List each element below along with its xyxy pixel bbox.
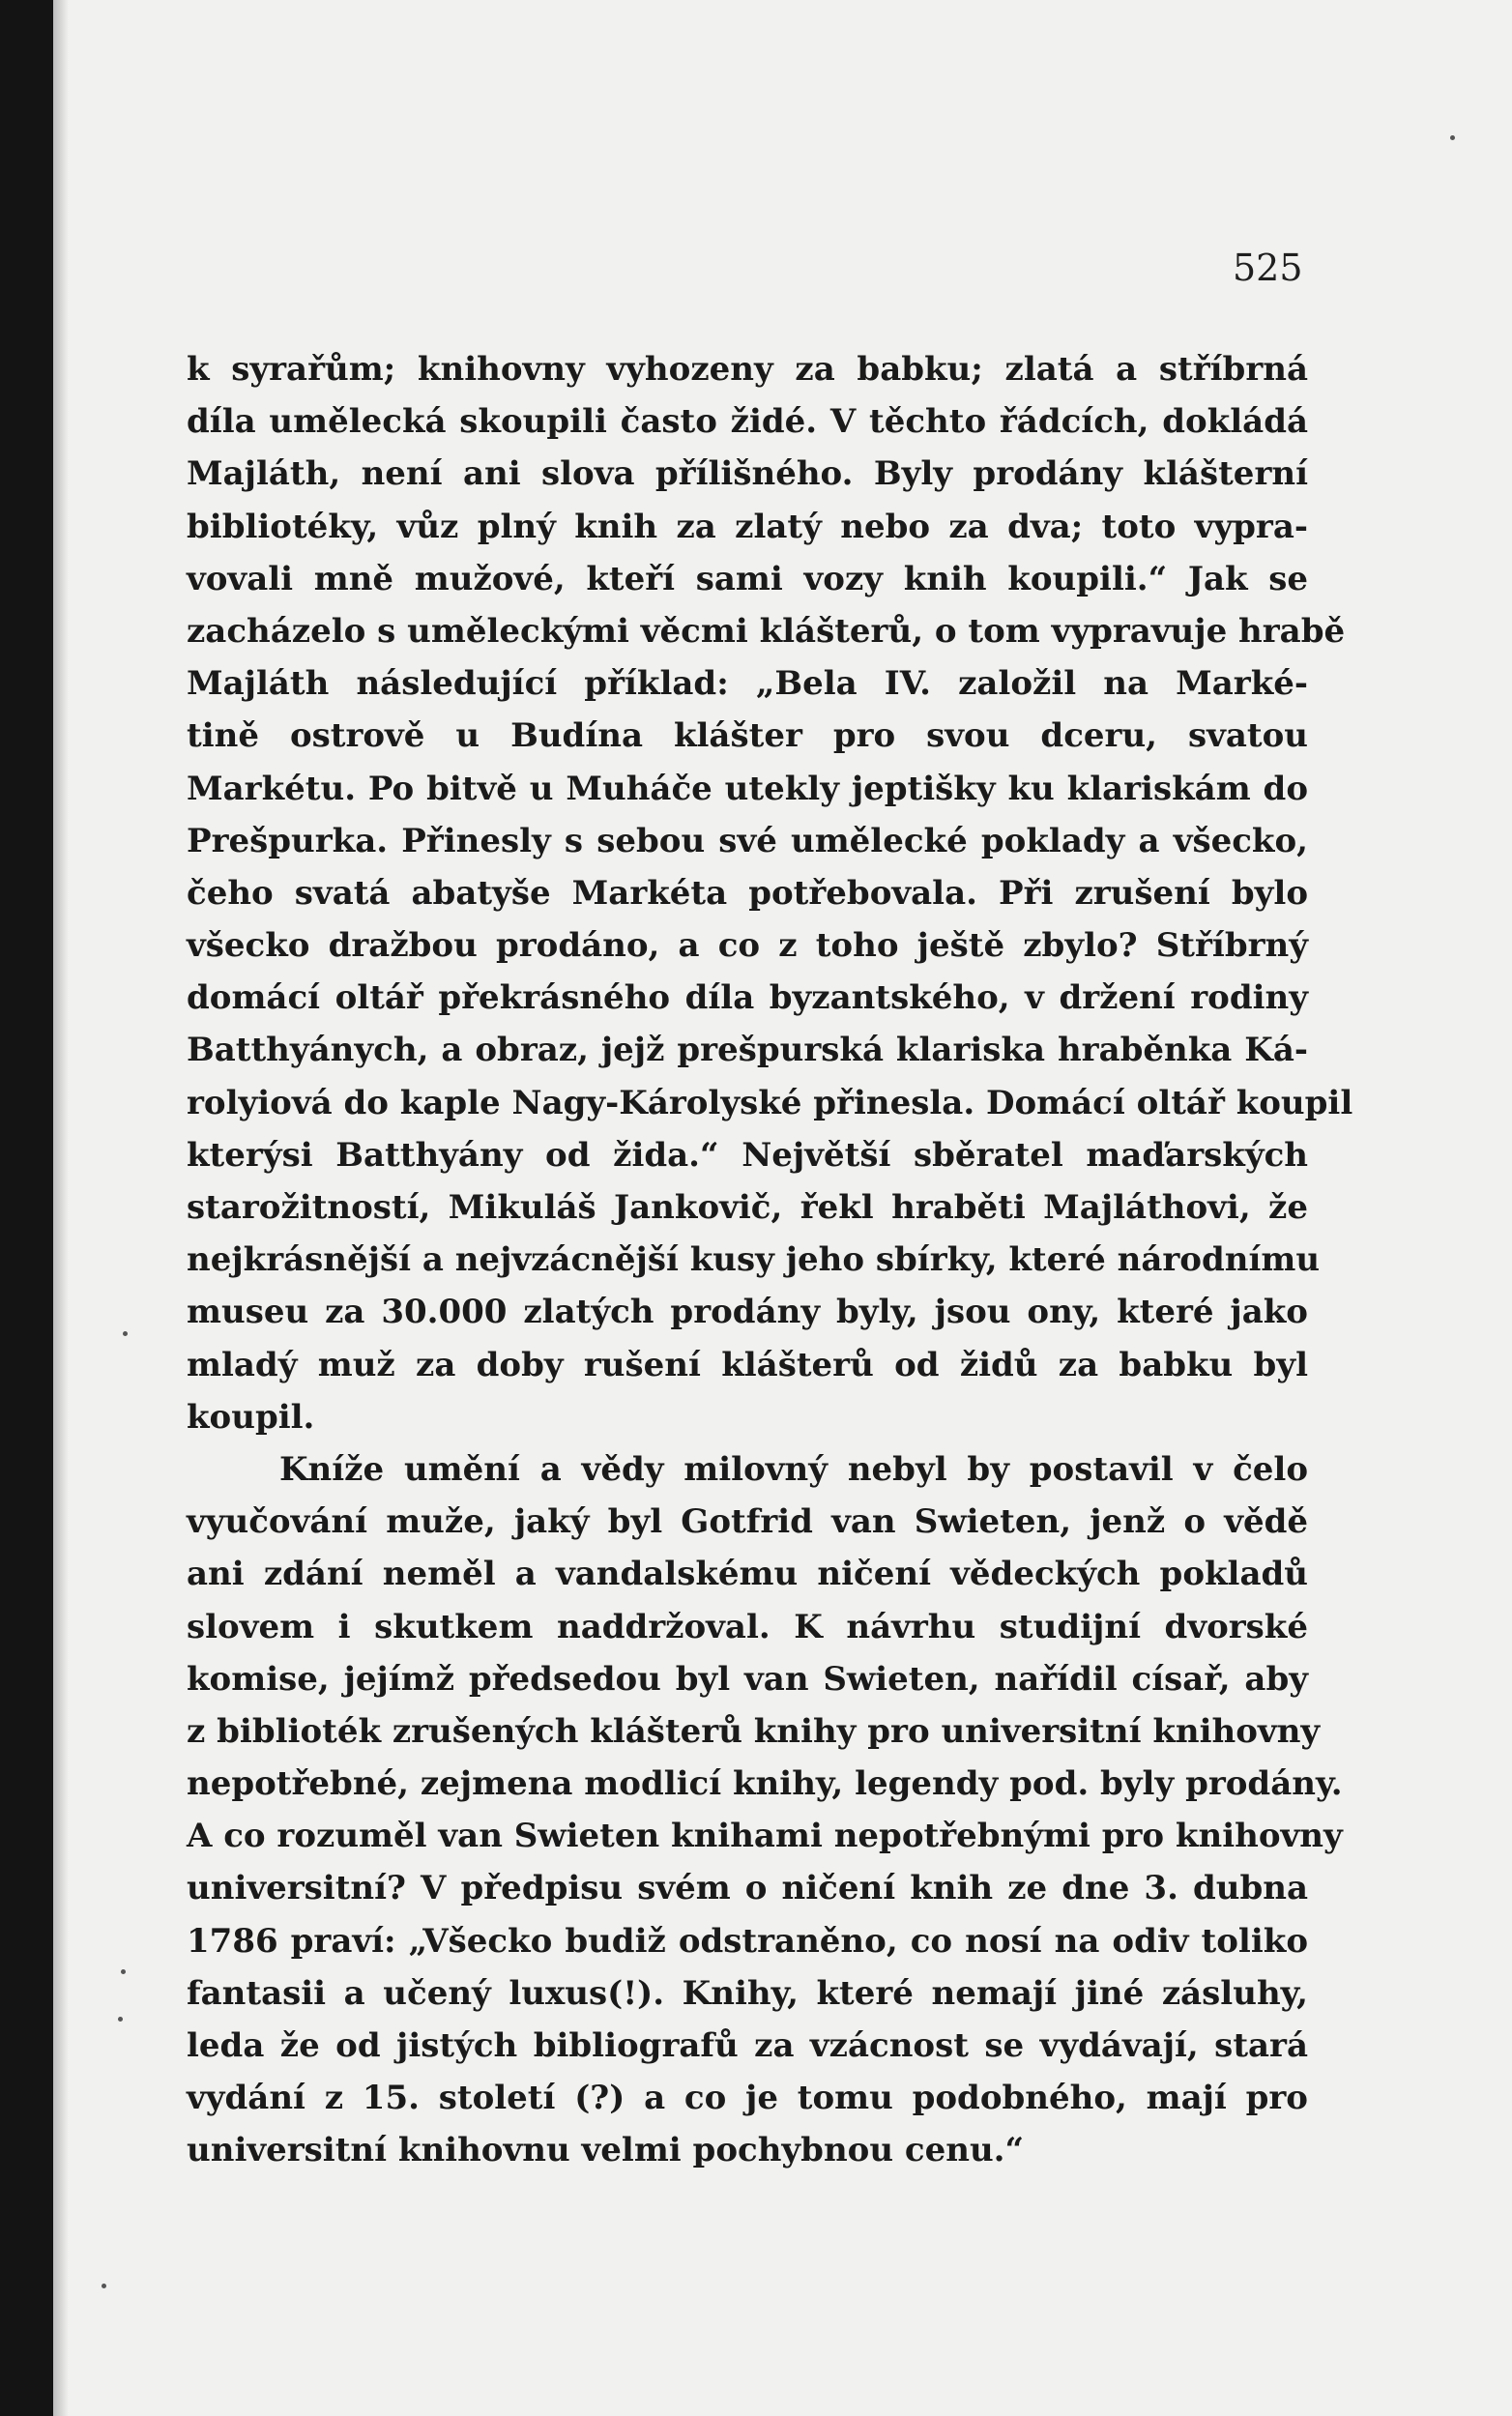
text-line: 1786 praví: „Všecko budiž odstraněno, co nosí na odiv toliko [187,1921,1308,1961]
text-line: slovem i skutkem naddržoval. K návrhu studijní dvorské [187,1607,1308,1646]
text-line: vovali mně mužové, kteří sami vozy knih koupili.“ Jak se [187,559,1308,598]
text-line: mladý muž za doby rušení klášterů od židů za babku byl [187,1345,1308,1384]
text-line: zacházelo s uměleckými věcmi klášterů, o tom vypravuje hrabě [187,611,1346,651]
scan-speck [1450,135,1455,140]
page-number: 525 [1233,247,1303,289]
text-line: domácí oltář překrásného díla byzantského, v držení rodiny [187,978,1308,1018]
text-line: vyučování muže, jaký byl Gotfrid van Swieten, jenž o vědě [187,1502,1308,1542]
text-line: tině ostrově u Budína klášter pro svou dceru, svatou [187,716,1308,756]
text-line: nejkrásnější a nejvzácnější kusy jeho sbírky, které národnímu [187,1240,1321,1280]
text-line: rolyiová do kaple Nagy-Károlyské přinesla. Domácí oltář koupil [187,1083,1353,1122]
text-line: Batthyánych, a obraz, jejž prešpurská klariska hraběnka Ká- [187,1031,1308,1070]
text-line: Prešpurka. Přinesly s sebou své umělecké poklady a všecko, [187,821,1308,860]
text-line: z biblioték zrušených klášterů knihy pro universitní knihovny [187,1711,1321,1751]
text-line: vydání z 15. století (?) a co je tomu podobného, mají pro [187,2079,1308,2118]
text-line: bibliotéky, vůz plný knih za zlatý nebo za dva; toto vypra- [187,507,1308,546]
text-line: Majláth, není ani slova přílišného. Byly prodány klášterní [187,454,1308,494]
scan-speck [123,1331,128,1336]
scan-speck [118,2017,123,2022]
text-line: komise, jejímž předsedou byl van Swieten, nařídil císař, aby [187,1659,1308,1699]
text-line: universitní knihovnu velmi pochybnou cenu.“ [187,2131,1025,2170]
text-line: museu za 30.000 zlatých prodány byly, jsou ony, které jako [187,1293,1308,1332]
scan-speck [102,2284,106,2288]
text-line: díla umělecká skoupili často židé. V těchto řádcích, dokládá [187,402,1308,442]
text-line: A co rozuměl van Swieten knihami nepotřebnými pro knihovny [187,1817,1343,1856]
text-line: universitní? V předpisu svém o ničení knih ze dne 3. dubna [187,1869,1308,1908]
text-line: všecko dražbou prodáno, a co z toho ještě zbylo? Stříbrný [187,926,1308,966]
text-line: nepotřebné, zejmena modlicí knihy, legendy pod. byly prodány. [187,1764,1343,1804]
text-line: koupil. [187,1397,315,1437]
text-line: starožitností, Mikuláš Jankovič, řekl hraběti Majláthovi, že [187,1188,1308,1227]
text-line: kterýsi Batthyány od žida.“ Největší sběratel maďarských [187,1135,1308,1175]
text-line: leda že od jistých bibliografů za vzácnost se vydávají, stará [187,2026,1308,2065]
body-text [187,343,1353,2177]
scan-speck [121,1969,126,1974]
text-line: ani zdání neměl a vandalskému ničení vědeckých pokladů [187,1555,1308,1594]
text-line: k syrařům; knihovny vyhozeny za babku; zlatá a stříbrná [187,350,1308,389]
text-line: fantasii a učený luxus(!). Knihy, které nemají jiné zásluhy, [187,1973,1308,2013]
text-line: Majláth následující příklad: „Bela IV. založil na Marké- [187,664,1308,704]
page-gutter-shadow [53,0,69,2416]
text-line: Markétu. Po bitvě u Muháče utekly jeptišky ku klariskám do [187,769,1308,808]
book-page [53,0,1512,2416]
text-line: Kníže umění a vědy milovný nebyl by postavil v čelo [279,1449,1308,1489]
text-line: čeho svatá abatyše Markéta potřebovala. Při zrušení bylo [187,873,1308,913]
